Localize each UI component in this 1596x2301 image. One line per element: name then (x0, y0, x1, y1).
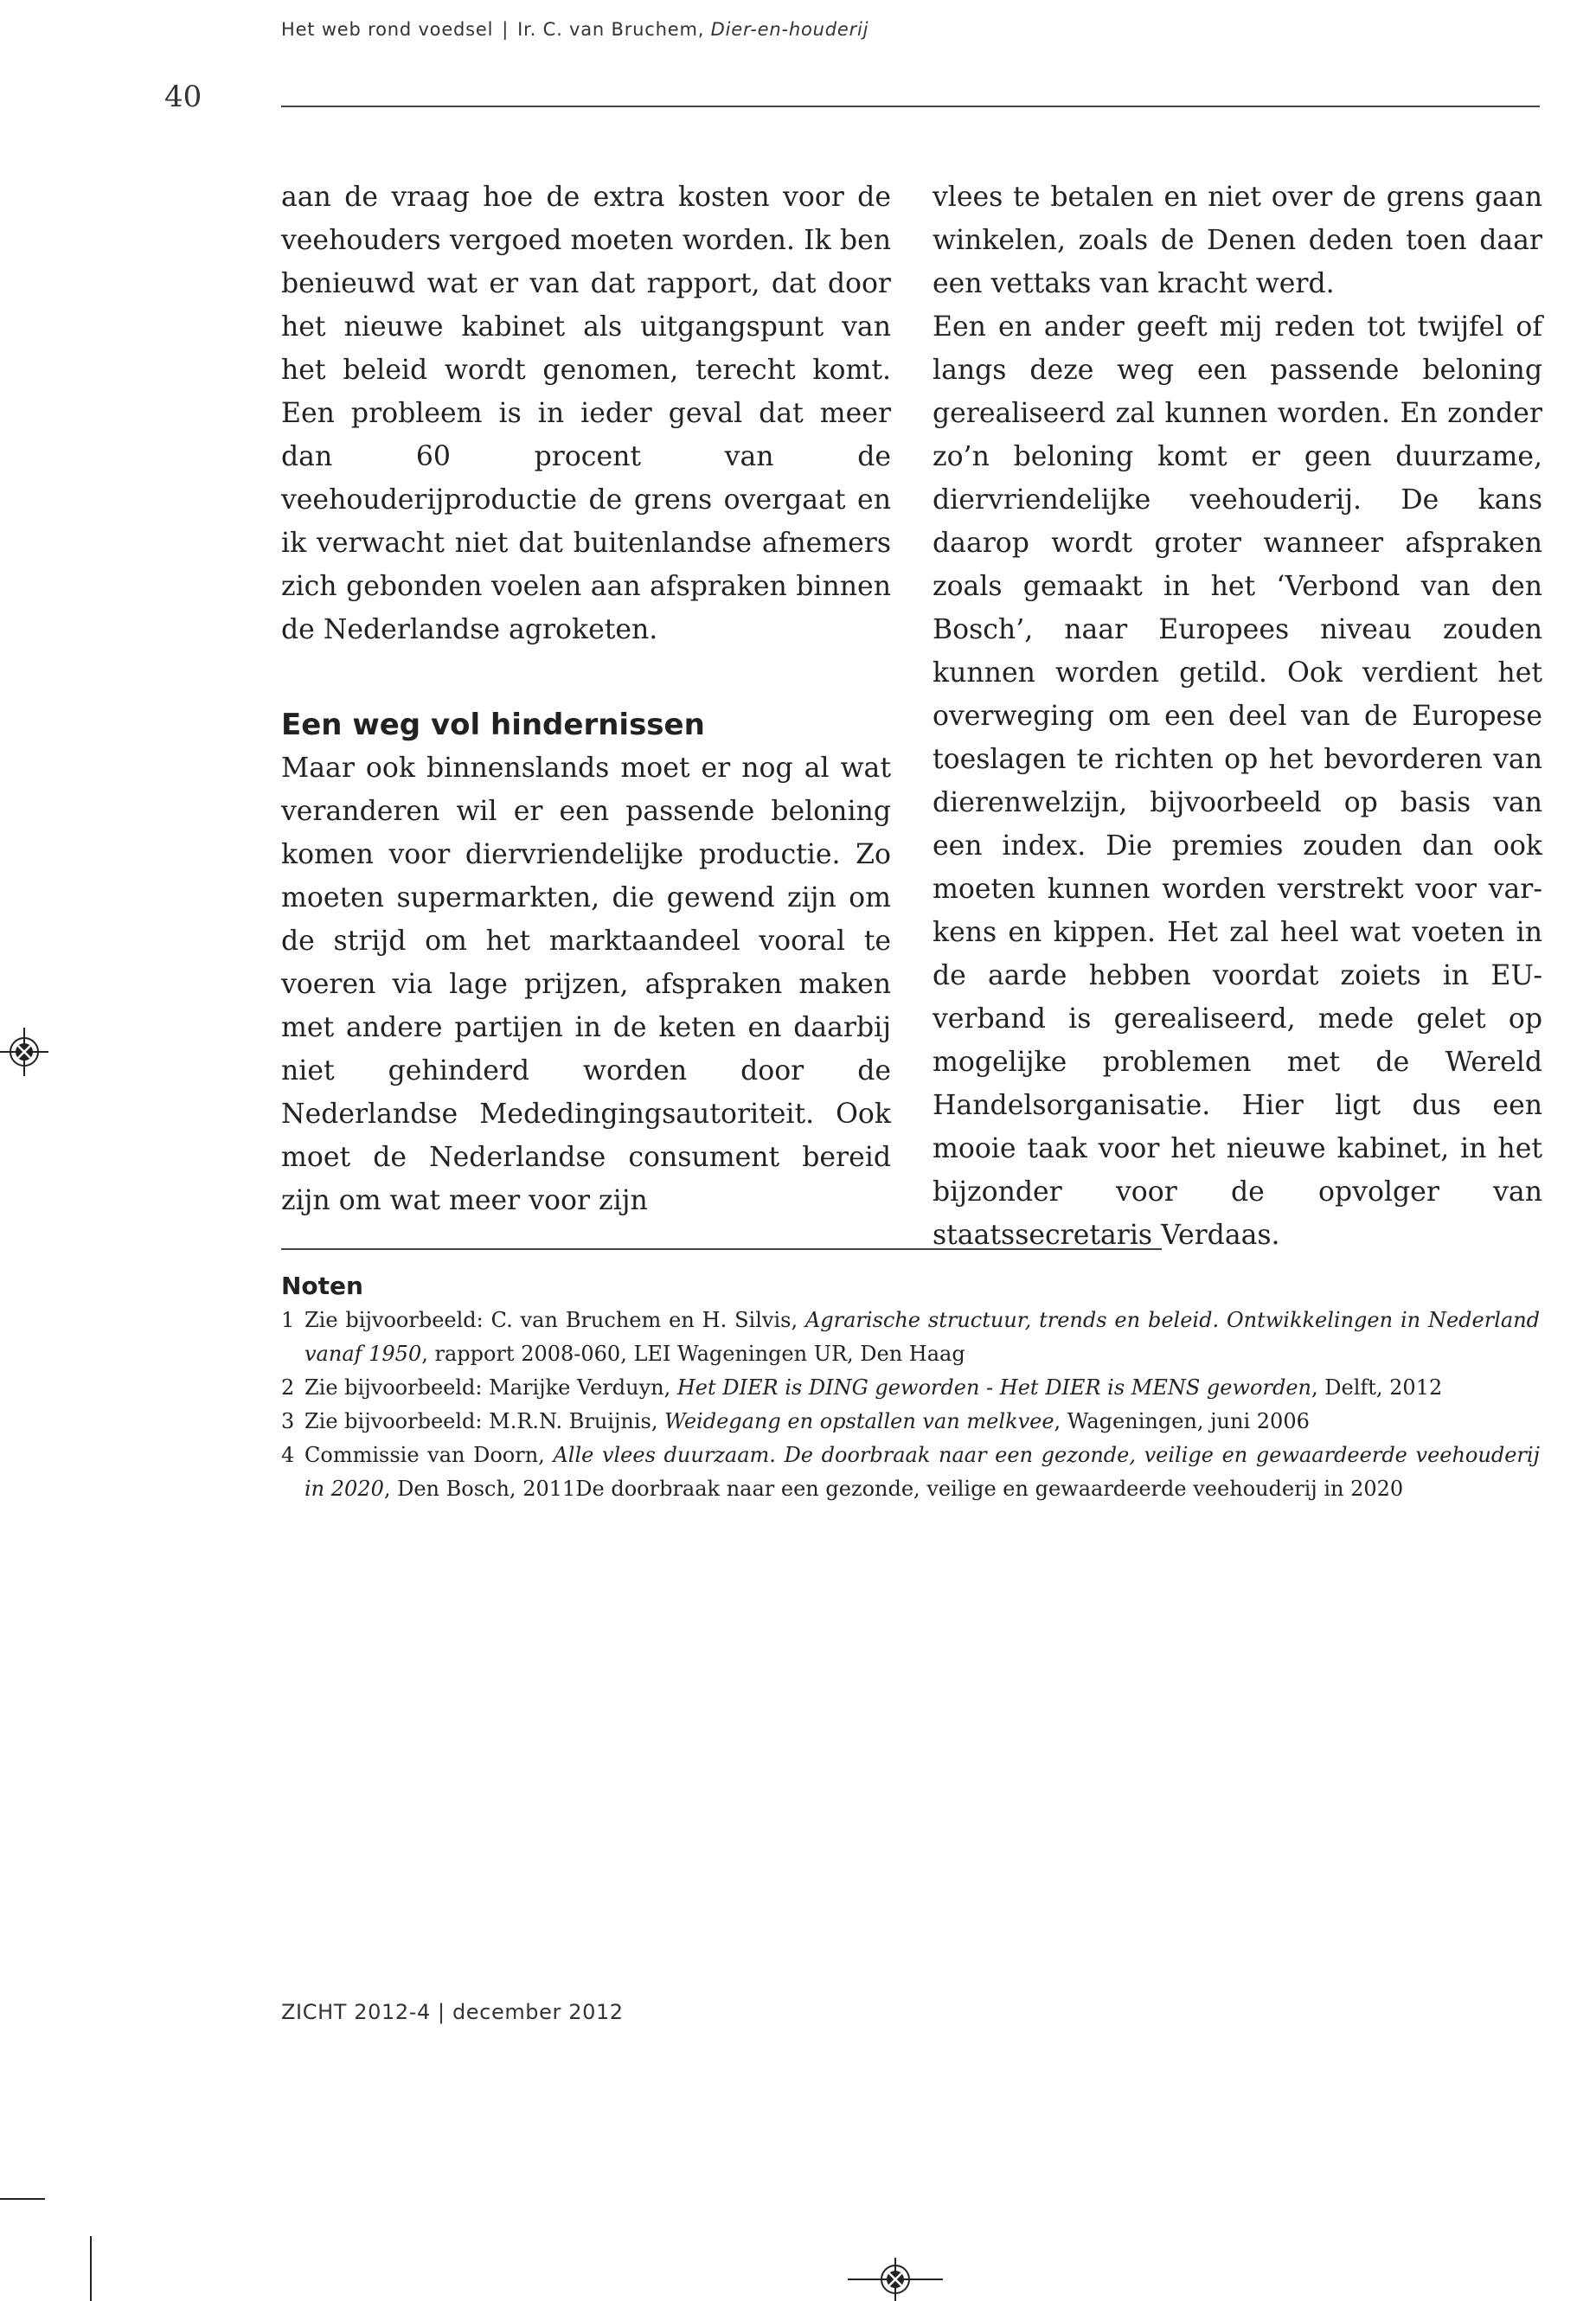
crop-mark (90, 2236, 92, 2301)
notes-list (281, 1304, 1540, 1506)
note-tail: , rapport 2008-060, LEI Wageningen UR, Den Haag (421, 1342, 965, 1366)
right-column (933, 176, 1542, 1257)
note-item (281, 1439, 1540, 1506)
right-paragraph-1: vlees te betalen en niet over de grens gaan winkelen, zoals de Denen deden toen daar een vettaks van kracht werd. (933, 182, 1542, 299)
header-rule (281, 106, 1540, 107)
page-number: 40 (164, 80, 202, 114)
header-separator: | (502, 19, 510, 40)
note-item (281, 1304, 1540, 1371)
note-number: 3 (281, 1409, 295, 1433)
right-paragraph-2: Een en ander geeft mij reden tot twijfel of langs deze weg een passende beloning gerealiseerd zal kunnen worden. En zonder zo’n beloning komt er geen duurzame, diervriendelijke veehouderij. De kans daarop wordt groter wanneer afspraken zoals gemaakt in het ‘Verbond van den Bosch’, naar Europees niveau zouden kunnen worden getild. Ook verdient het overweging om een deel van de Europese toeslagen te richten op het bevorderen van dierenwelzijn, bijvoorbeeld op basis van een index. Die premies zouden dan ook moeten kunnen worden verstrekt voor varkens en kippen. Het zal heel wat voeten in de aarde hebben voordat zoiets in EU-verband is gerealiseerd, mede gelet op mogelijke problemen met de Wereld Handelsorganisatie. Hier ligt dus een mooie taak voor het nieuwe kabinet, in het bijzonder voor de opvolger van staatssecretaris Verdaas. (933, 311, 1542, 1251)
section-heading: Een weg vol hindernissen (281, 708, 705, 742)
note-lead: Commissie van Doorn, (304, 1443, 554, 1467)
note-title-italic: Het DIER is DING geworden - Het DIER is MENS geworden (676, 1375, 1311, 1400)
notes-title: Noten (281, 1272, 363, 1300)
note-item (281, 1371, 1540, 1405)
notes-rule (281, 1248, 1162, 1250)
article-title: Dier-en-houderij (710, 19, 869, 40)
author-name: Ir. C. van Bruchem, (517, 19, 705, 40)
note-item (281, 1405, 1540, 1439)
note-number: 1 (281, 1308, 295, 1332)
note-tail: , Wageningen, juni 2006 (1054, 1409, 1310, 1433)
notes-section (281, 1269, 1540, 1506)
registration-mark-icon (0, 1028, 48, 1076)
left-paragraph-2: Maar ook binnenslands moet er nog al wat veranderen wil er een passende beloning komen voor diervriendelijke productie. Zo moeten supermarkten, die gewend zijn om de strijd om het marktaandeel vooral te voeren via lage prijzen, afspraken maken met andere partijen in de keten en daarbij niet gehinderd worden door de Nederlandse Mededingingsautoriteit. Ook moet de Nederlandse consument bereid zijn om wat meer voor zijn (281, 753, 891, 1216)
registration-mark-icon (848, 2258, 943, 2301)
journal-title: Het web rond voedsel (281, 19, 494, 40)
page-footer: ZICHT 2012-4 | december 2012 (281, 2000, 624, 2024)
running-header (281, 19, 869, 40)
left-column (281, 176, 891, 1222)
note-title-italic: Weidegang en opstallen van melkvee (664, 1409, 1054, 1433)
note-number: 2 (281, 1375, 295, 1400)
note-tail: , Den Bosch, 2011De doorbraak naar een gezonde, veilige en gewaardeerde veehouderij in 2020 (383, 1477, 1404, 1501)
note-lead: Zie bijvoorbeeld: Marijke Verduyn, (304, 1375, 677, 1400)
crop-mark (0, 2198, 45, 2200)
note-tail: , Delft, 2012 (1311, 1375, 1443, 1400)
note-title-italic: Agrarische structuur, trends en beleid. Ontwikkelingen in Nederland vanaf 1950 (304, 1308, 1541, 1366)
note-title-italic: Alle vlees duurzaam. De doorbraak naar een gezonde, veilige en gewaardeerde veehouderij in 2020 (304, 1443, 1540, 1501)
left-paragraph-1: aan de vraag hoe de extra kosten voor de veehouders vergoed moeten worden. Ik ben benieuwd wat er van dat rapport, dat door het nieuwe kabinet als uitgangspunt van het beleid wordt genomen, terecht komt. Een probleem is in ieder geval dat meer dan 60 procent van de veehouderijproductie de grens overgaat en ik verwacht niet dat buitenlandse afnemers zich gebonden voelen aan afspraken binnen de Nederlandse agroketen. (281, 182, 891, 645)
note-number: 4 (281, 1443, 295, 1467)
note-lead: Zie bijvoorbeeld: M.R.N. Bruijnis, (304, 1409, 665, 1433)
note-lead: Zie bijvoorbeeld: C. van Bruchem en H. Silvis, (304, 1308, 805, 1332)
